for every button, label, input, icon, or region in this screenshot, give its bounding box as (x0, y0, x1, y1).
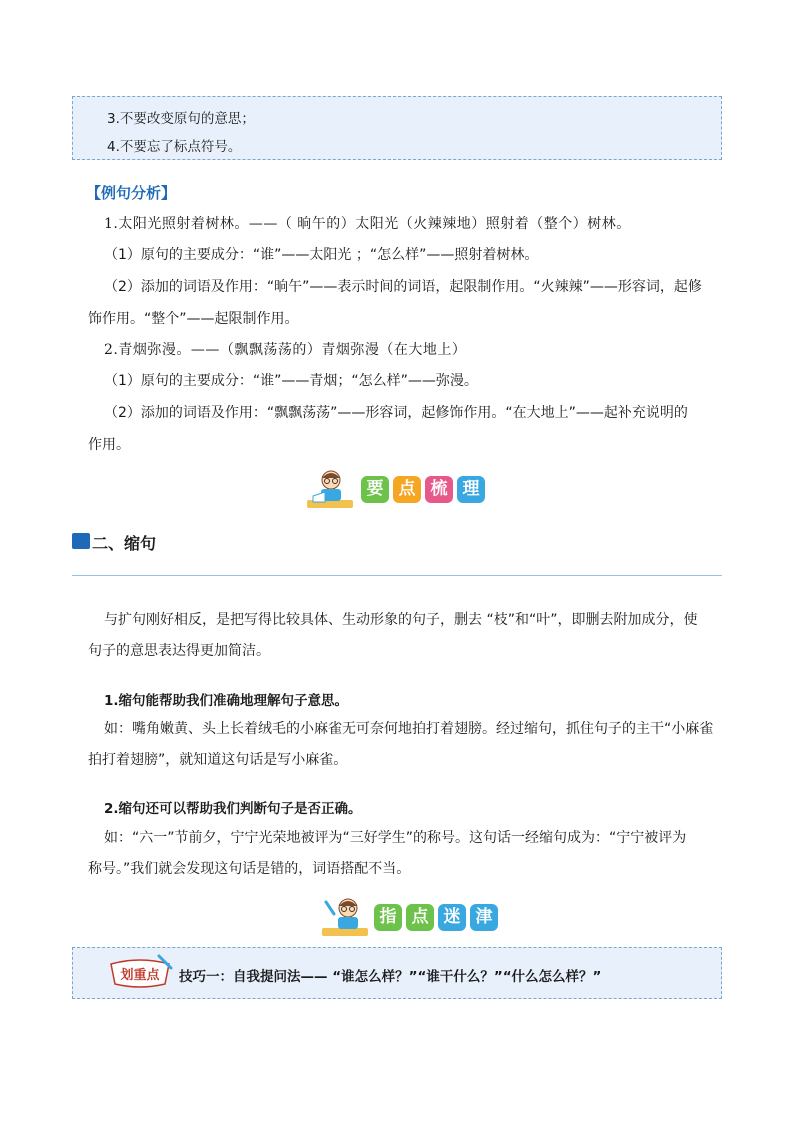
example-section-title: 【例句分析】 (86, 184, 177, 202)
heading-marker-icon (72, 533, 90, 549)
example-2-part-1: （1）原句的主要成分：“谁”——青烟；“怎么样”——弥漫。 (104, 373, 478, 389)
example-1: 1.太阳光照射着树林。——（ 晌午的）太阳光（火辣辣地）照射着（整个）树林。 (104, 216, 631, 232)
tip-item-3: 3.不要改变原句的意思； (107, 111, 255, 127)
highlight-badge-icon (107, 954, 173, 992)
example-1-part-1: （1）原句的主要成分：“谁”——太阳光 ；“怎么样”——照射着树林。 (104, 247, 539, 263)
point-2-line-1: 如：“六一”节前夕，宁宁光荣地被评为“三好学生”的称号。这句话一经缩句成为：“宁宁被评为 (104, 830, 687, 846)
example-1-part-2-line1: （2）添加的词语及作用：“晌午”——表示时间的词语，起限制作用。“火辣辣”——形容词，起修 (104, 279, 702, 295)
example-2: 2.青烟弥漫。——（飘飘荡荡的）青烟弥漫（在大地上） (104, 342, 467, 358)
banner-char-2: 点 (393, 476, 421, 503)
point-2-title: 2.缩句还可以帮助我们判断句子是否正确。 (104, 801, 362, 817)
banner2-char-4: 津 (470, 904, 498, 931)
student-writing-icon (320, 894, 370, 938)
tips-box (72, 96, 722, 160)
banner-char-1: 要 (361, 476, 389, 503)
section-heading-text: 二、缩句 (92, 534, 157, 553)
student-reading-icon (305, 466, 355, 510)
key-points-banner (305, 466, 495, 510)
technique-box (72, 947, 722, 999)
intro-line-2: 句子的意思表达得更加简洁。 (88, 643, 270, 659)
banner2-char-3: 迷 (438, 904, 466, 931)
point-2-line-2: 称号。”我们就会发现这句话是错的，词语搭配不当。 (88, 861, 411, 877)
example-1-part-2-line2: 饰作用。“整个”——起限制作用。 (88, 311, 299, 327)
point-1-title: 1.缩句能帮助我们准确地理解句子意思。 (104, 693, 349, 709)
technique-text: 技巧一：自我提问法—— “谁怎么样？”“谁干什么？”“什么怎么样？” (179, 969, 602, 985)
example-2-part-2-line2: 作用。 (88, 437, 130, 453)
guidance-banner (320, 894, 500, 938)
intro-line-1: 与扩句刚好相反，是把写得比较具体、生动形象的句子，删去 “枝”和“叶”，即删去附加成分，使 (104, 612, 698, 628)
example-2-part-2-line1: （2）添加的词语及作用：“飘飘荡荡”——形容词，起修饰作用。“在大地上”——起补充说明的 (104, 405, 688, 421)
badge-text: 划重点 (120, 968, 160, 983)
tip-item-4: 4.不要忘了标点符号。 (107, 139, 242, 155)
banner-char-4: 理 (457, 476, 485, 503)
banner2-char-2: 点 (406, 904, 434, 931)
banner2-char-1: 指 (374, 904, 402, 931)
point-1-line-2: 拍打着翅膀”，就知道这句话是写小麻雀。 (88, 752, 348, 768)
banner-char-3: 梳 (425, 476, 453, 503)
section-divider (72, 575, 722, 576)
point-1-line-1: 如：嘴角嫩黄、头上长着绒毛的小麻雀无可奈何地拍打着翅膀。经过缩句，抓住句子的主干“小麻雀 (104, 721, 714, 737)
